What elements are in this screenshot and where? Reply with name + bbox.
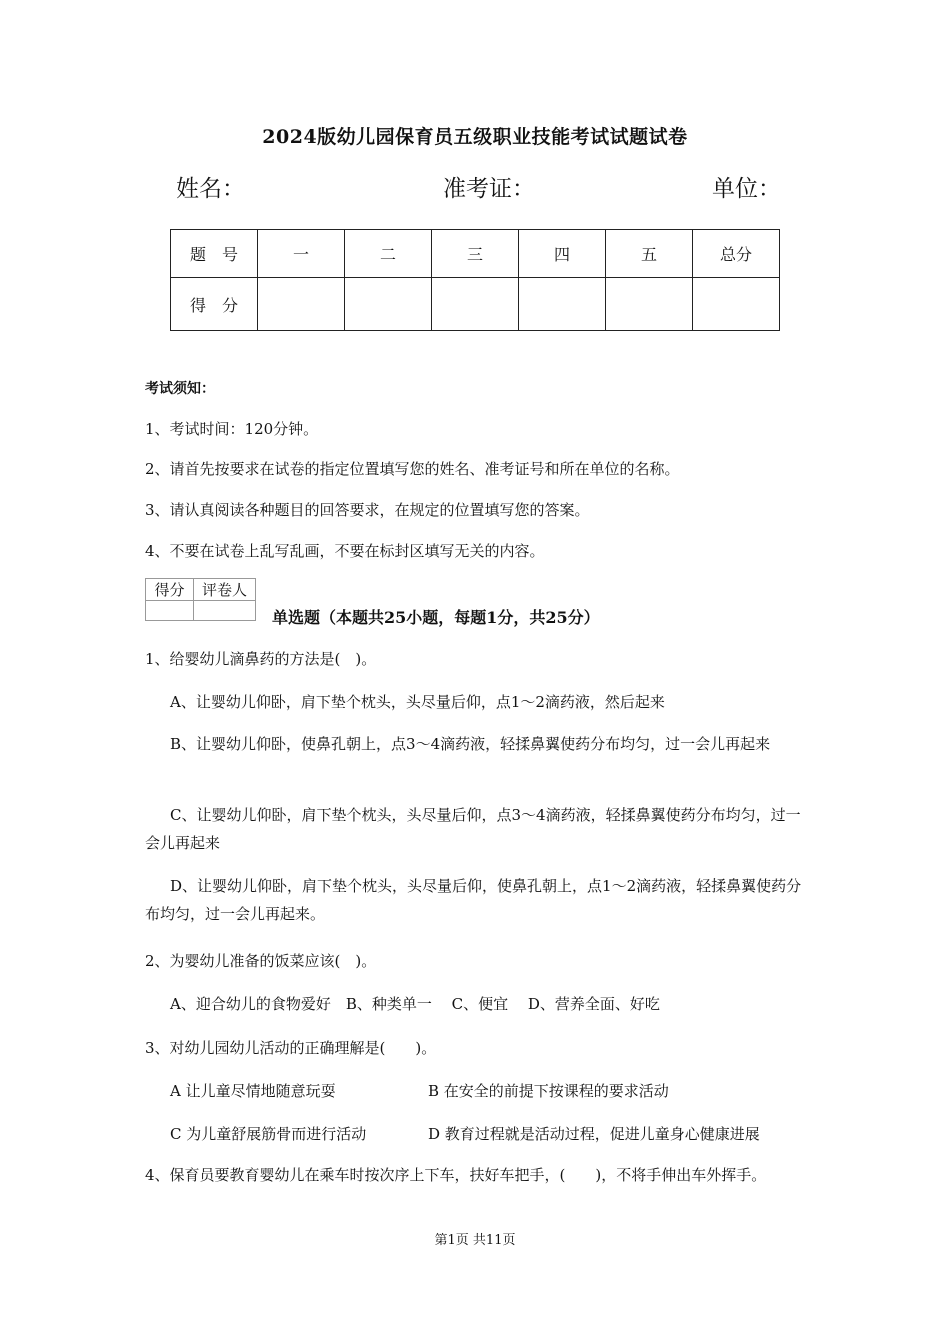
score-table-score-row	[171, 278, 780, 331]
score-entry-cell[interactable]	[606, 278, 693, 331]
question-option: A、迎合幼儿的食物爱好 B、种类单一 C、便宜 D、营养全面、好吃	[170, 995, 660, 1013]
notice-heading: 考试须知：	[145, 381, 215, 397]
score-table-cell: 五	[606, 230, 693, 278]
grader-score-cell[interactable]	[146, 601, 194, 621]
grader-reviewer-label: 评卷人	[194, 579, 256, 601]
score-table-cell: 二	[345, 230, 432, 278]
score-table-cell: 三	[432, 230, 519, 278]
score-entry-cell[interactable]	[258, 278, 345, 331]
score-table-cell: 总分	[693, 230, 780, 278]
question-option: A、让婴幼儿仰卧，肩下垫个枕头，头尽量后仰，点1～2滴药液，然后起来	[170, 693, 665, 711]
question-option	[145, 730, 810, 758]
question-option: C 为儿童舒展筋骨而进行活动	[170, 1125, 367, 1143]
option-text: D、让婴幼儿仰卧，肩下垫个枕头，头尽量后仰，使鼻孔朝上，点1～2滴药液，轻揉鼻翼使药分布均匀，过一会儿再起来。	[145, 877, 802, 923]
question-option	[145, 872, 810, 928]
grader-box	[145, 578, 256, 621]
score-table	[170, 229, 780, 331]
notice-item: 2、请首先按要求在试卷的指定位置填写您的姓名、准考证号和所在单位的名称。	[145, 460, 680, 478]
grader-score-label: 得分	[146, 579, 194, 601]
score-table-header-row	[171, 230, 780, 278]
notice-item: 3、请认真阅读各种题目的回答要求，在规定的位置填写您的答案。	[145, 501, 590, 519]
score-table-cell: 一	[258, 230, 345, 278]
score-table-cell: 四	[519, 230, 606, 278]
question-option: D 教育过程就是活动过程，促进儿童身心健康进展	[428, 1125, 760, 1143]
question-stem: 2、为婴幼儿准备的饭菜应该( )。	[145, 952, 377, 970]
grader-reviewer-cell[interactable]	[194, 601, 256, 621]
notice-item: 1、考试时间：120分钟。	[145, 420, 319, 438]
name-label: 姓名：	[176, 176, 245, 202]
score-entry-cell[interactable]	[345, 278, 432, 331]
score-table-cell: 题 号	[171, 230, 258, 278]
question-option	[145, 801, 810, 857]
score-table-cell: 得 分	[171, 278, 258, 331]
page-title: 2024版幼儿园保育员五级职业技能考试试题试卷	[262, 126, 688, 148]
question-stem: 3、对幼儿园幼儿活动的正确理解是( )。	[145, 1039, 437, 1057]
notice-item: 4、不要在试卷上乱写乱画，不要在标封区填写无关的内容。	[145, 542, 545, 560]
option-text: C、让婴幼儿仰卧，肩下垫个枕头，头尽量后仰，点3～4滴药液，轻揉鼻翼使药分布均匀，过一会儿再起来	[145, 806, 801, 852]
exam-id-label: 准考证：	[443, 176, 535, 202]
score-entry-cell[interactable]	[693, 278, 780, 331]
page-footer: 第1页 共11页	[434, 1233, 516, 1248]
question-stem: 4、保育员要教育婴幼儿在乘车时按次序上下车，扶好车把手，( )，不将手伸出车外挥手。	[145, 1166, 767, 1184]
question-option: A 让儿童尽情地随意玩耍	[170, 1082, 336, 1100]
unit-label: 单位：	[712, 176, 781, 202]
question-option: B 在安全的前提下按课程的要求活动	[428, 1082, 669, 1100]
score-entry-cell[interactable]	[519, 278, 606, 331]
section-title: 单选题（本题共25小题，每题1分，共25分）	[272, 608, 600, 627]
question-stem: 1、给婴幼儿滴鼻药的方法是( )。	[145, 650, 377, 668]
option-text: B、让婴幼儿仰卧，使鼻孔朝上，点3～4滴药液，轻揉鼻翼使药分布均匀，过一会儿再起来	[170, 735, 771, 753]
score-entry-cell[interactable]	[432, 278, 519, 331]
